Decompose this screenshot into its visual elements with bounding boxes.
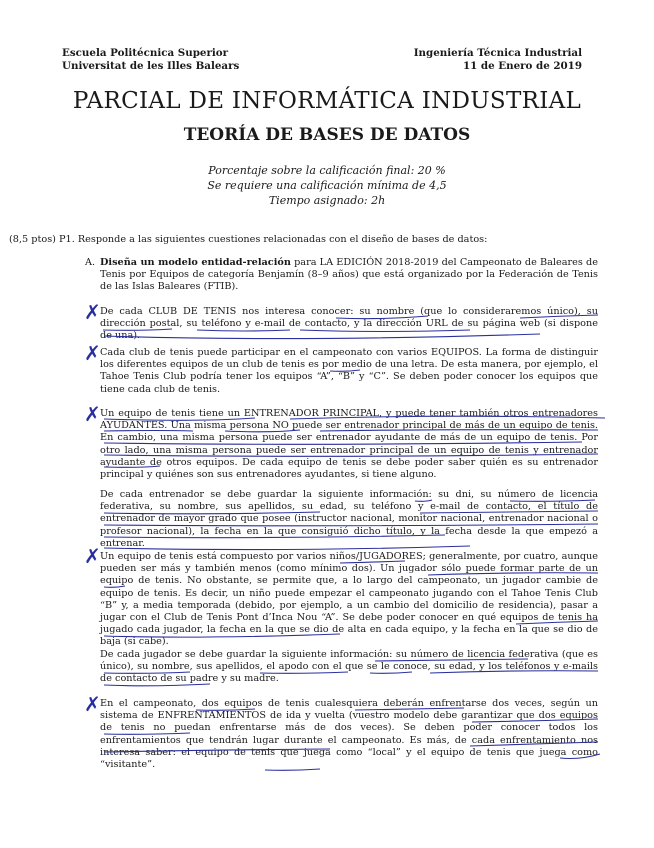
exam-title: PARCIAL DE INFORMÁTICA INDUSTRIAL [72,88,582,114]
section-label: A. [85,257,96,268]
question-line [9,234,629,246]
question-prompt: Responde a las siguientes cuestiones relacionadas con el diseño de bases de datos: [77,234,488,245]
info-time: Tiempo asignado: 2h [268,194,386,207]
course-info [414,47,582,73]
section-description: para LA EDICIÓN 2018-2019 del Campeonato de Baleares de Tenis por Equipos de categoría Benjamín (8–9 años) que está organizado por la Federación de Tenis de las Islas Baleares (FTIB). [100,257,598,293]
exam-date: 11 de Enero de 2019 [462,60,582,72]
exam-subtitle: TEORÍA DE BASES DE DATOS [183,125,471,145]
paragraph-enfrentamientos: En el campeonato, dos equipos de tenis cualesquiera deberán enfrentarse dos veces, según un sistema de ENFRENTAMIENTOS de ida y vuelta (vuestro modelo debe garantizar que dos equipos de tenis no puedan enfrentarse más de dos veces). Se deben poder conocer todos los enfrentamientos que tendrán lugar durante el campeonato. Es más, de cada enfrentamiento nos interesa saber: el equipo de tenis que juega como “local” y el equipo de tenis que juega como “visitante”. [100,698,598,771]
paragraph-entrenador-info: De cada entrenador se debe guardar la siguiente información: su dni, su número de licencia federativa, su nombre, sus apellidos, su edad, su teléfono y e-mail de contacto, el título de entrenador de mayor grado que posee (instructor nacional, monitor nacional, entrenador nacional o profesor nacional), la fecha en la que consiguió dicho título, y la fecha desde la que empezó a entrenar. [100,489,598,549]
paragraph-equipos: Cada club de tenis puede participar en el campeonato con varios EQUIPOS. La forma de distinguir los diferentes equipos de un club de tenis es por medio de una letra. De esta manera, por ejemplo, el Tahoe Tenis Club podría tener los equipos “A”, “B” y “C”. Se deben poder conocer los equipos que tiene cada club de tenis. [100,347,598,395]
paragraph-jugadores: Un equipo de tenis está compuesto por varios niños/JUGADORES; generalmente, por cuatro, aunque pueden ser más y también menos (como mínimo dos). Un jugador sólo puede formar parte de un equipo de tenis. No obstante, se permite que, a lo largo del campeonato, un jugador cambie de equipo de tenis. Es decir, un niño puede empezar el campeonato jugando con el Tahoe Tenis Club “B” y, a media temporada (debido, por ejemplo, a un cambio del domicilio de residencia), pasar a jugar con el Club de Tenis Pont d’Inca Nou “A”. Se debe poder conocer en qué equipos de tenis ha jugado cada jugador, la fecha en la que se dio de alta en cada equipo, y la fecha en la que se dio de baja (si cabe). [100,551,598,648]
question-points: (8,5 ptos) P1. [9,234,75,245]
section-title: Diseña un modelo entidad-relación [100,257,291,268]
school-line-1: Escuela Politécnica Superior [62,47,229,59]
section-intro [100,257,598,294]
handwritten-x-icon: ✗ [84,544,101,568]
paragraph-jugador-info: De cada jugador se debe guardar la siguiente información: su número de licencia federativa (que es único), su nombre, sus apellidos, el apodo con el que se le conoce, su edad, y los teléfonos y e-mails de contacto de su padre y su madre. [100,649,598,685]
paragraph-club: De cada CLUB DE TENIS nos interesa conocer: su nombre (que lo consideraremos único), su dirección postal, su teléfono y e-mail de contacto, y la dirección URL de su página web (si dispone de una). [100,306,598,342]
info-percentage: Porcentaje sobre la calificación final: 20 % [208,164,446,177]
degree-name: Ingeniería Técnica Industrial [413,47,582,59]
paragraph-entrenador: Un equipo de tenis tiene un ENTRENADOR PRINCIPAL, y puede tener también otros entrenadores AYUDANTES. Una misma persona NO puede ser entrenador principal de más de un equipo de tenis. En cambio, una misma persona puede ser entrenador ayudante de más de un equipo de tenis. Por otro lado, una misma persona puede ser entrenador principal de un equipo de tenis y entrenador ayudante de otros equipos. De cada equipo de tenis se debe poder saber quién es su entrenador principal y quiénes son sus entrenadores ayudantes, si tiene alguno. [100,408,598,481]
school-line-2: Universitat de les Illes Balears [62,60,240,72]
info-min-grade: Se requiere una calificación mínima de 4,5 [207,179,447,192]
handwritten-x-icon: ✗ [84,692,101,716]
handwritten-x-icon: ✗ [84,402,101,426]
school-name [62,47,239,73]
handwritten-x-icon: ✗ [84,341,101,365]
handwritten-x-icon: ✗ [84,300,101,324]
exam-info [0,163,654,208]
